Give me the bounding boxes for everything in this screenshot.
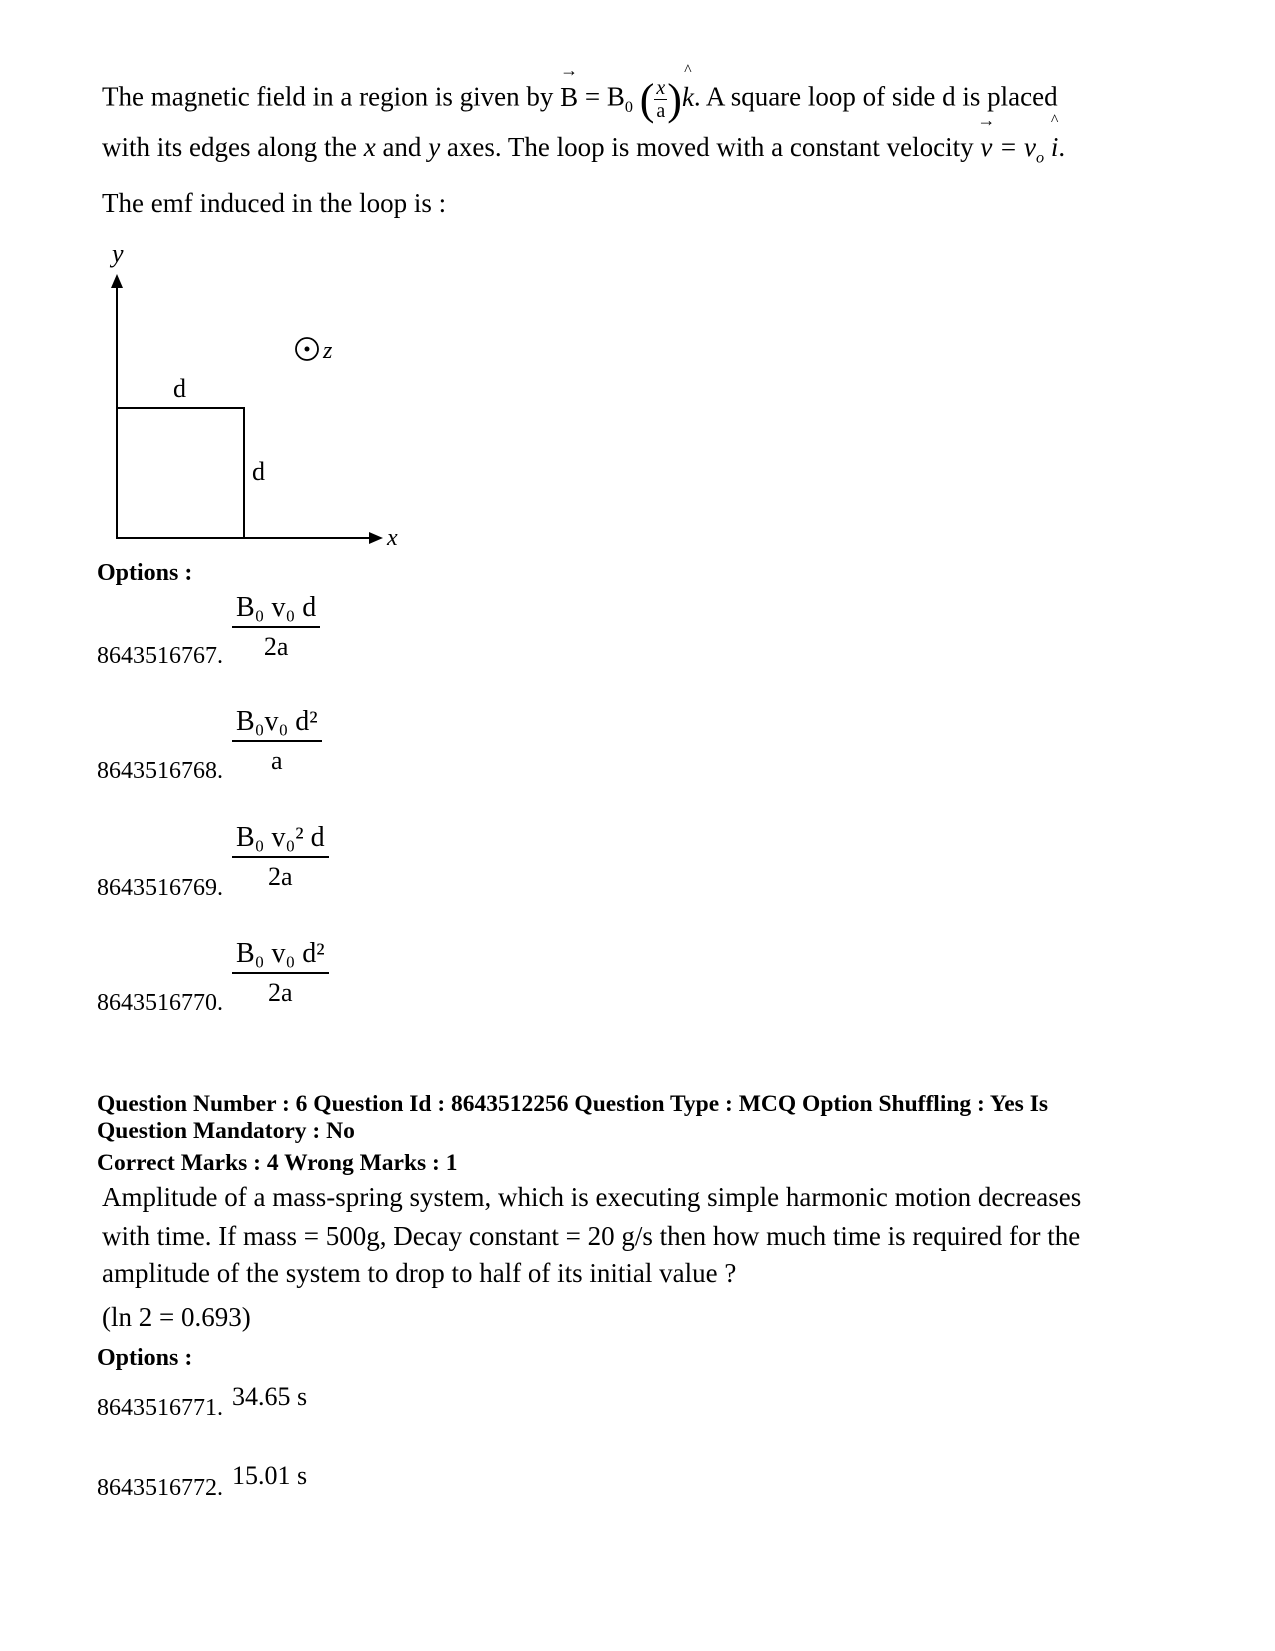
- right-side-label: d: [252, 457, 265, 486]
- option-id: 8643516772.: [97, 1475, 223, 1501]
- option-id: 8643516767.: [97, 643, 223, 669]
- option-id: 8643516771.: [97, 1395, 223, 1421]
- question-marks: Correct Marks : 4 Wrong Marks : 1: [97, 1150, 458, 1176]
- option-1-value[interactable]: 34.65 s: [232, 1382, 308, 1411]
- square-loop: [117, 408, 244, 538]
- option-2-value[interactable]: 15.01 s: [232, 1461, 308, 1490]
- option-4-fraction[interactable]: B₀ v₀ d² 2a: [232, 938, 329, 1008]
- q5-line-1: The magnetic field in a region is given by → $B = B_0$ ( $\frac{x}{a}$ ) ^ k. A square loop of side d is placed: [102, 59, 1058, 124]
- options-label: Options :: [97, 1345, 193, 1371]
- question-meta-line-2: Question Mandatory : No: [97, 1118, 355, 1144]
- field-equals: = B: [584, 81, 625, 112]
- option-id: 8643516768.: [97, 758, 223, 784]
- option-2-fraction[interactable]: B₀v₀ d² a: [232, 706, 322, 776]
- q5-line-2: with its edges along the x and y axes. The loop is moved with a constant velocity → $v = v_o$ ^ i.: [102, 110, 1066, 167]
- q6-line-2: with time. If mass = 500g, Decay constant = 20 g/s then how much time is required for the: [102, 1221, 1081, 1251]
- x-axis-label: x: [387, 525, 398, 551]
- q6-line-1: Amplitude of a mass-spring system, which is executing simple harmonic motion decreases: [102, 1182, 1082, 1212]
- unit-vector-k: ^ k: [681, 61, 694, 112]
- q6-hint: (ln 2 = 0.693): [102, 1302, 251, 1332]
- y-axis-arrow: [111, 274, 123, 288]
- field-sub: 0: [624, 98, 633, 117]
- z-axis-label: z: [323, 338, 333, 364]
- option-id: 8643516769.: [97, 875, 223, 901]
- options-label: Options :: [97, 560, 193, 586]
- q5-text: The magnetic field in a region is given by: [102, 81, 554, 112]
- option-1-fraction[interactable]: B₀ v₀ d 2a: [232, 592, 320, 662]
- q6-line-3: amplitude of the system to drop to half of its initial value ?: [102, 1258, 737, 1288]
- loop-diagram: [95, 240, 425, 560]
- field-vector: → B: [560, 59, 579, 112]
- q5-text: . A square loop of side d is placed: [693, 81, 1058, 112]
- q5-line-3: The emf induced in the loop is :: [102, 188, 447, 218]
- top-side-label: d: [173, 374, 186, 403]
- velocity-vector: → v: [977, 110, 996, 162]
- option-id: 8643516770.: [97, 990, 223, 1016]
- y-axis-label: y: [112, 240, 124, 268]
- field-fraction: $\frac{x}{a}$: [656, 77, 666, 122]
- unit-vector-i: ^ i: [1050, 112, 1059, 162]
- x-axis-arrow: [369, 532, 383, 544]
- question-meta-line-1: Question Number : 6 Question Id : 8643512256 Question Type : MCQ Option Shuffling : Yes Is: [97, 1091, 1048, 1117]
- option-3-fraction[interactable]: B₀ v₀² d 2a: [232, 822, 329, 892]
